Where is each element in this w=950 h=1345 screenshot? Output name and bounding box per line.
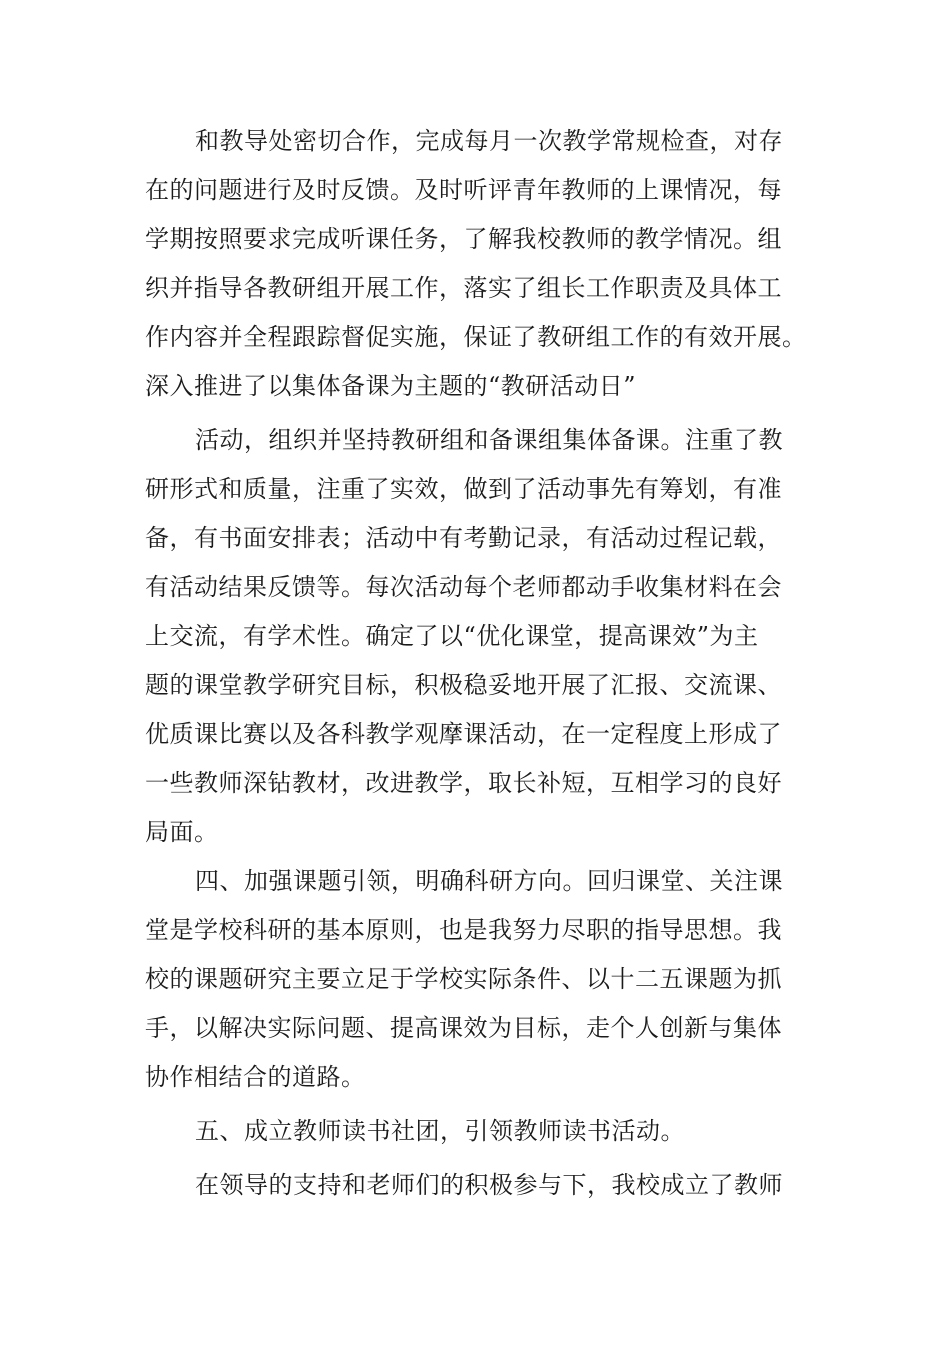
text-line: 研形式和质量，注重了实效，做到了活动事先有筹划，有准: [145, 475, 782, 503]
text-line: 校的课题研究主要立足于学校实际条件、以十二五课题为抓: [145, 965, 782, 993]
text-line: 活动，组织并坚持教研组和备课组集体备课。注重了教: [195, 426, 783, 454]
text-line: 学期按照要求完成听课任务，了解我校教师的教学情况。组: [145, 225, 782, 253]
text-line: 协作相结合的道路。: [145, 1063, 366, 1091]
text-line: 优质课比赛以及各科教学观摩课活动，在一定程度上形成了: [145, 720, 782, 748]
text-line: 备，有书面安排表；活动中有考勤记录，有活动过程记载，: [145, 524, 782, 552]
text-line: 一些教师深钻教材，改进教学，取长补短，互相学习的良好: [145, 769, 782, 797]
text-line: 手，以解决实际问题、提高课效为目标，走个人创新与集体: [145, 1014, 782, 1042]
text-line: 织并指导各教研组开展工作，落实了组长工作职责及具体工: [145, 274, 782, 302]
text-line: 局面。: [145, 818, 219, 846]
text-line: 上交流，有学术性。确定了以“优化课堂，提高课效”为主: [145, 622, 759, 650]
text-line: 堂是学校科研的基本原则，也是我努力尽职的指导思想。我: [145, 916, 782, 944]
text-line: 有活动结果反馈等。每次活动每个老师都动手收集材料在会: [145, 573, 782, 601]
text-line: 四、加强课题引领，明确科研方向。回归课堂、关注课: [195, 867, 783, 895]
text-line: 在领导的支持和老师们的积极参与下，我校成立了教师: [195, 1171, 783, 1199]
text-line: 和教导处密切合作，完成每月一次教学常规检查，对存: [195, 127, 783, 155]
text-line: 题的课堂教学研究目标，积极稳妥地开展了汇报、交流课、: [145, 671, 782, 699]
text-line: 五、成立教师读书社团，引领教师读书活动。: [195, 1117, 685, 1145]
text-line: 在的问题进行及时反馈。及时听评青年教师的上课情况，每: [145, 176, 782, 204]
text-line: 作内容并全程跟踪督促实施，保证了教研组工作的有效开展。: [145, 323, 807, 351]
text-line: 深入推进了以集体备课为主题的“教研活动日”: [145, 372, 637, 400]
